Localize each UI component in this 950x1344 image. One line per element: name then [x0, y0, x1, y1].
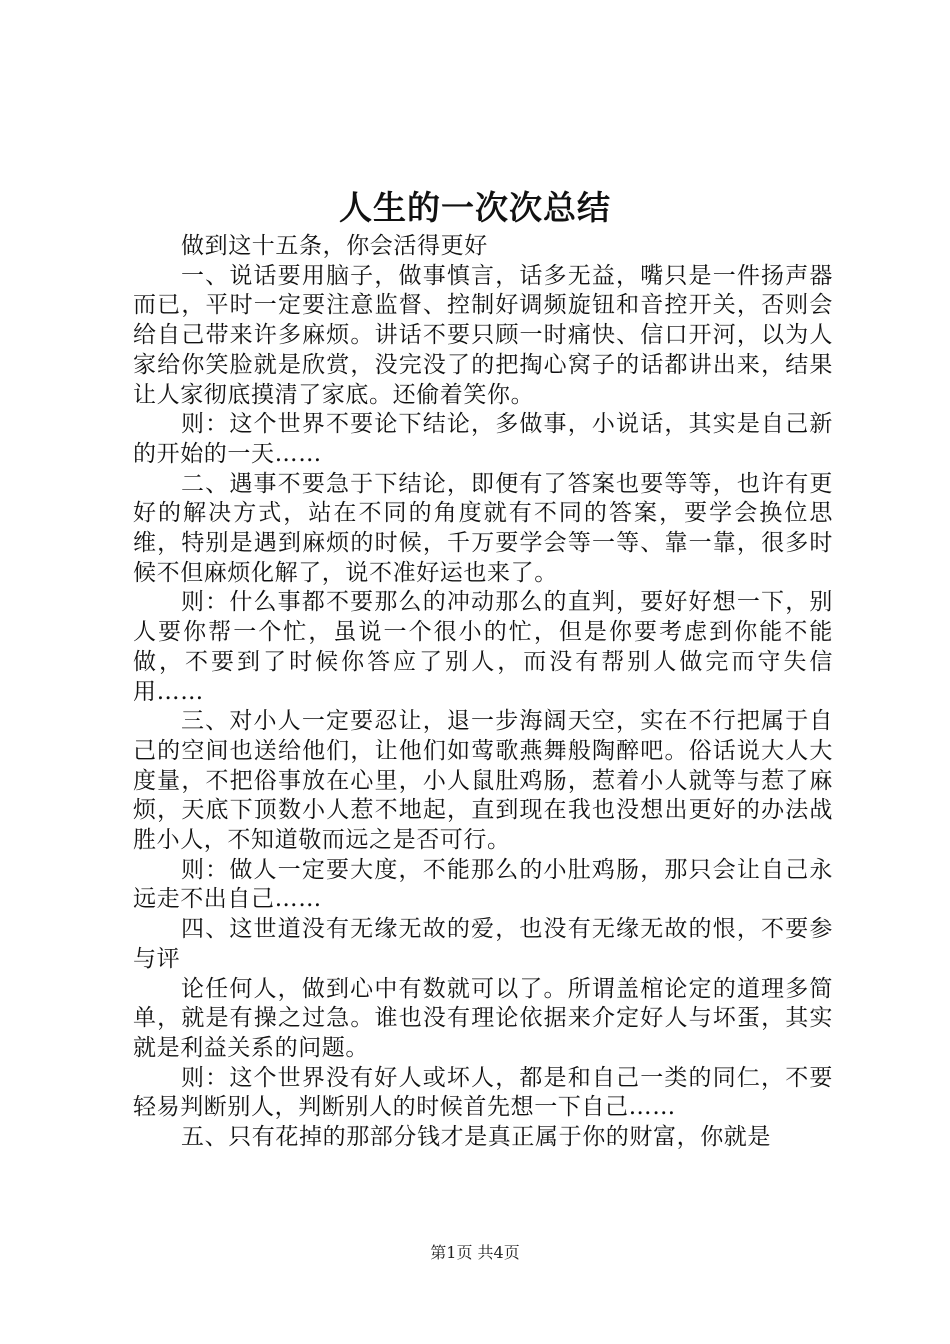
rule-two-note: 则：什么事都不要那么的冲动那么的直判，要好好想一下，别人要你帮一个忙，虽说一个很小的忙，但是你要考虑到你能不能做，不要到了时候你答应了别人，而没有帮别人做完而守失信用……	[133, 589, 833, 705]
document-body	[133, 232, 833, 1153]
page-number-footer: 第1页 共4页	[430, 1243, 520, 1262]
rule-one-paragraph: 一、说话要用脑子，做事慎言，话多无益，嘴只是一件扬声器而已，平时一定要注意监督、控制好调频旋钮和音控开关，否则会给自己带来许多麻烦。讲话不要只顾一时痛快、信口开河，以为人家给你笑脸就是欣赏，没完没了的把掏心窝子的话都讲出来，结果让人家彻底摸清了家底。还偷着笑你。	[133, 262, 833, 408]
rule-four-continuation: 论任何人，做到心中有数就可以了。所谓盖棺论定的道理多简单，就是有操之过急。谁也没有理论依据来介定好人与坏蛋，其实就是利益关系的问题。	[133, 975, 833, 1061]
rule-four-note: 则：这个世界没有好人或坏人，都是和自己一类的同仁，不要轻易判断别人，判断别人的时候首先想一下自己……	[133, 1064, 833, 1121]
rule-two-paragraph: 二、遇事不要急于下结论，即便有了答案也要等等，也许有更好的解决方式，站在不同的角度就有不同的答案，要学会换位思维，特别是遇到麻烦的时候，千万要学会等一等、靠一靠，很多时候不但麻烦化解了，说不准好运也来了。	[133, 470, 833, 586]
rule-three-paragraph: 三、对小人一定要忍让，退一步海阔天空，实在不行把属于自己的空间也送给他们，让他们如莺歌燕舞般陶醉吧。俗话说大人大度量，不把俗事放在心里，小人鼠肚鸡肠，惹着小人就等与惹了麻烦，天底下顶数小人惹不地起，直到现在我也没想出更好的办法战胜小人，不知道敬而远之是否可行。	[133, 708, 833, 854]
document-title: 人生的一次次总结	[339, 188, 611, 227]
rule-one-note: 则：这个世界不要论下结论，多做事，小说话，其实是自己新的开始的一天……	[133, 411, 833, 467]
intro-line: 做到这十五条，你会活得更好	[181, 233, 488, 259]
rule-four-paragraph: 四、这世道没有无缘无故的爱，也没有无缘无故的恨，不要参与评	[133, 916, 833, 972]
rule-three-note: 则：做人一定要大度，不能那么的小肚鸡肠，那只会让自己永远走不出自己……	[133, 856, 833, 913]
rule-five-paragraph: 五、只有花掉的那部分钱才是真正属于你的财富，你就是	[181, 1124, 771, 1151]
